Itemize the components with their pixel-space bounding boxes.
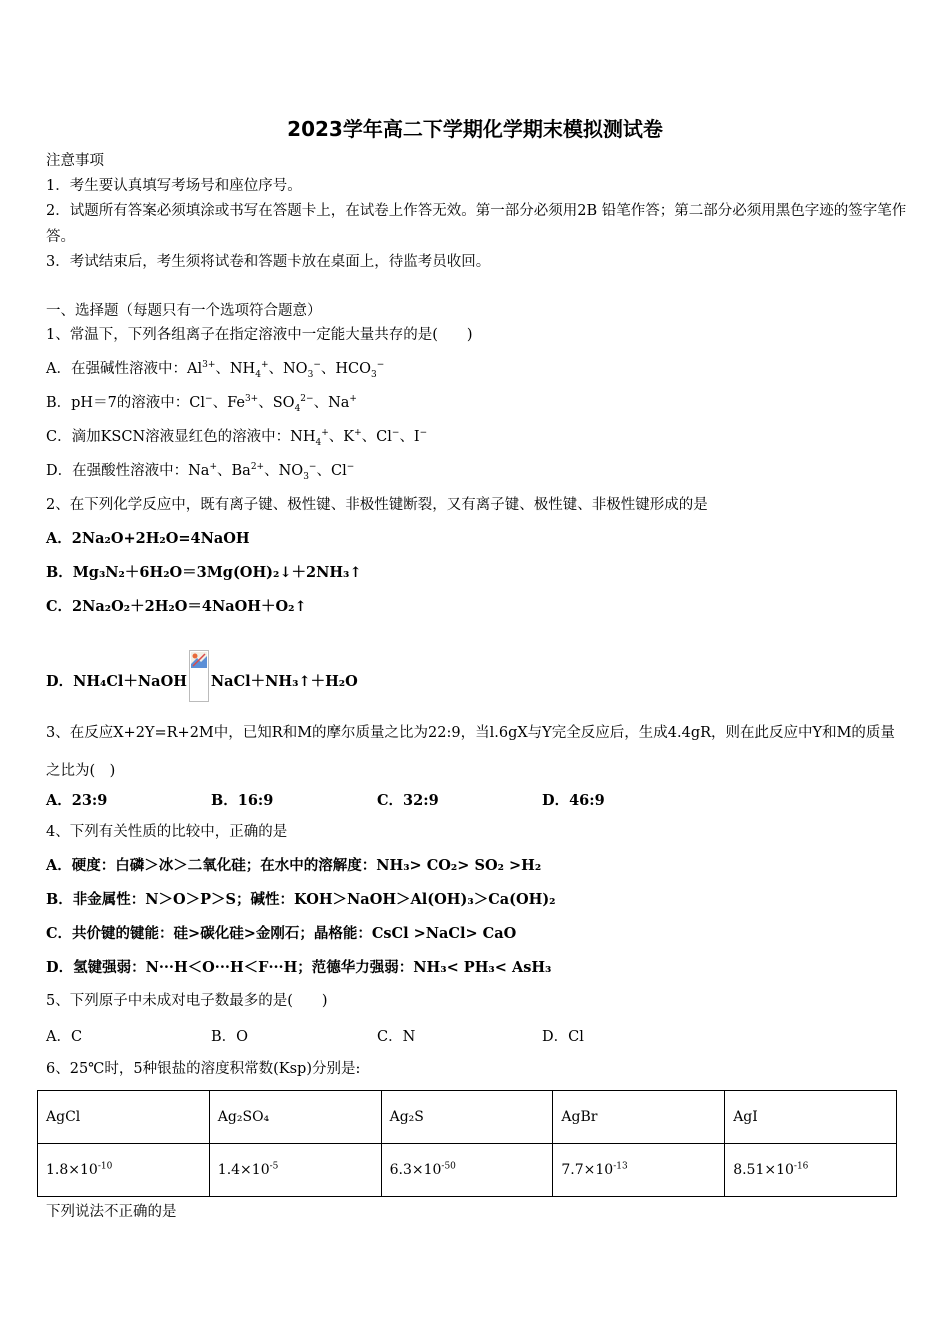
question-4-option-d: D．氢键强弱：N···H＜O···H＜F···H；范德华力强弱：NH₃< PH₃< AsH₃ xyxy=(46,959,552,976)
question-5-option-c: C．N xyxy=(377,1029,416,1045)
question-2-option-b: B．Mg₃N₂＋6H₂O＝3Mg(OH)₂↓＋2NH₃↑ xyxy=(46,564,362,581)
question-1-option-a: A．在强碱性溶液中：$Al^{3+}$、$NH_4^+$、$NO_3^-$、$HCO_3^-$ xyxy=(46,360,385,380)
question-4-option-c: C．共价键的键能：硅>碳化硅>金刚石；晶格能：CsCl >NaCl> CaO xyxy=(46,925,517,942)
table-cell: $7.7\times 10^{-13}$ xyxy=(553,1144,725,1197)
question-3-option-c: C．32:9 xyxy=(377,792,439,809)
notice-item: 1．考生要认真填写考场号和座位序号。 xyxy=(46,178,302,194)
table-cell: $8.51\times 10^{-16}$ xyxy=(725,1144,897,1197)
question-4-option-a: A．硬度：白磷＞冰＞二氧化硅；在水中的溶解度：NH₃> CO₂> SO₂ >H₂ xyxy=(46,857,542,874)
question-5-option-b: B．O xyxy=(211,1029,249,1045)
ksp-table xyxy=(37,1090,897,1197)
table-header-cell: Ag₂S xyxy=(381,1091,553,1144)
question-5-option-a: A．C xyxy=(46,1029,83,1045)
question-3-option-d: D．46:9 xyxy=(542,792,605,809)
question-2-option-d: D．NH₄Cl＋NaOH NaCl＋NH₃↑＋H₂O xyxy=(46,656,358,708)
question-1-option-d: D．在强酸性溶液中：Na+、$Ba^{2+}$、$NO_3^-$、Cl− xyxy=(46,462,355,482)
question-3-stem: 3、在反应X+2Y=R+2M中，已知R和M的摩尔质量之比为22:9，当l.6gX与Y完全反应后，生成4.4gR，则在此反应中Y和M的质量之比为( ) xyxy=(46,725,895,779)
question-6-followup: 下列说法不正确的是 xyxy=(46,1204,177,1220)
section-heading: 一、选择题（每题只有一个选项符合题意） xyxy=(46,303,322,319)
table-header-cell: AgCl xyxy=(38,1091,210,1144)
page-title: 2023学年高二下学期化学期末模拟测试卷 xyxy=(287,117,663,141)
question-4-stem: 4、下列有关性质的比较中，正确的是 xyxy=(46,824,288,840)
table-row xyxy=(38,1144,897,1197)
question-2-option-c: C．2Na₂O₂＋2H₂O＝4NaOH＋O₂↑ xyxy=(46,598,307,615)
table-header-cell: Ag₂SO₄ xyxy=(209,1091,381,1144)
question-2-stem: 2、在下列化学反应中，既有离子键、极性键、非极性键断裂，又有离子键、极性键、非极性键形成的是 xyxy=(46,497,708,513)
table-cell: $6.3\times 10^{-50}$ xyxy=(381,1144,553,1197)
table-header-cell: AgI xyxy=(725,1091,897,1144)
question-5-option-d: D．Cl xyxy=(542,1029,584,1045)
table-cell: $1.8\times 10^{-10}$ xyxy=(38,1144,210,1197)
table-cell: $1.4\times 10^{-5}$ xyxy=(209,1144,381,1197)
question-5-stem: 5、下列原子中未成对电子数最多的是( ) xyxy=(46,993,328,1009)
question-6-stem: 6、25℃时，5种银盐的溶度积常数(Ksp)分别是: xyxy=(46,1061,361,1077)
notice-item: 2．试题所有答案必须填涂或书写在答题卡上，在试卷上作答无效。第一部分必须用2B 铅笔作答；第二部分必须用黑色字迹的签字笔作答。 xyxy=(46,203,907,245)
question-2-option-a: A．2Na₂O+2H₂O=4NaOH xyxy=(46,530,250,547)
table-header-row xyxy=(38,1091,897,1144)
notice-item: 3．考试结束后，考生须将试卷和答题卡放在桌面上，待监考员收回。 xyxy=(46,254,491,270)
question-3-option-b: B．16:9 xyxy=(211,792,274,809)
question-3-option-a: A．23:9 xyxy=(46,792,108,809)
notice-heading: 注意事项 xyxy=(46,153,104,169)
table-header-cell: AgBr xyxy=(553,1091,725,1144)
reaction-condition-image xyxy=(189,650,209,702)
question-1-option-b: B．pH＝7的溶液中：Cl−、$Fe^{3+}$、$SO_4^{2-}$、Na+ xyxy=(46,394,357,414)
question-1-option-c: C．滴加KSCN溶液显红色的溶液中：$NH_4^+$、K+、Cl−、I− xyxy=(46,428,428,448)
question-1-stem: 1、常温下，下列各组离子在指定溶液中一定能大量共存的是( ) xyxy=(46,327,473,343)
question-4-option-b: B．非金属性：N＞O＞P＞S；碱性：KOH＞NaOH＞Al(OH)₃＞Ca(OH)₂ xyxy=(46,891,556,908)
